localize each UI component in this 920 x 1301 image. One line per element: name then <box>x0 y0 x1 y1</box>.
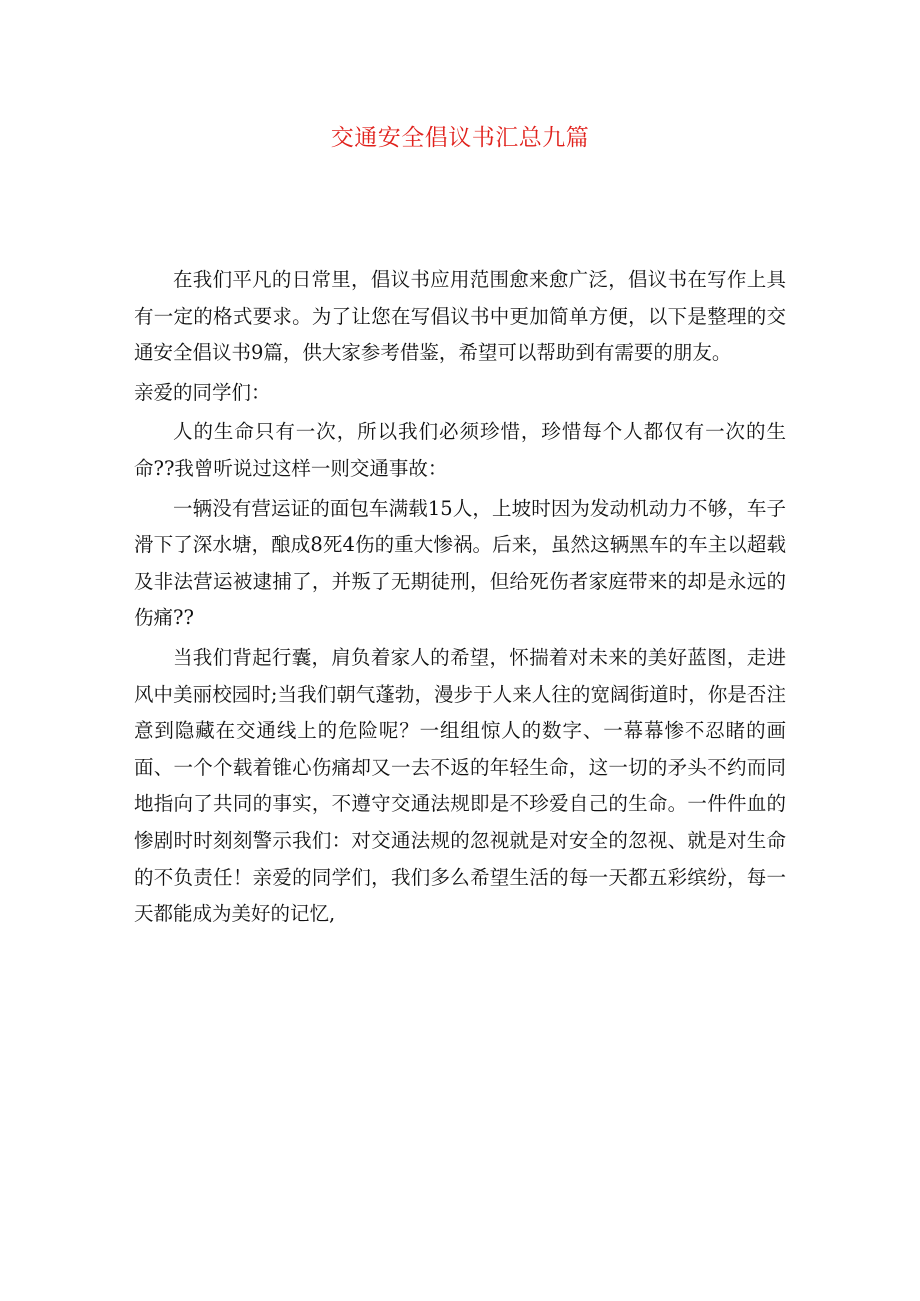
document-title: 交通安全倡议书汇总九篇 <box>330 125 590 151</box>
greeting-line: 亲爱的同学们： <box>134 380 271 404</box>
body-paragraph: 当我们背起行囊，肩负着家人的希望，怀揣着对未来的美好蓝图，走进风中美丽校园时;当我们朝气蓬勃，漫步于人来人往的宽阔街道时，你是否注意到隐藏在交通线上的危险呢？一组组惊人的数字、一幕幕惨不忍睹的画面、一个个载着锥心伤痛却又一去不返的年轻生命，这一切的矛头不约而同地指向了共同的事实，不遵守交通法规即是不珍爱自己的生命。一件件血的惨剧时时刻刻警示我们：对交通法规的忽视就是对安全的忽视、就是对生命的不负责任！亲爱的同学们，我们多么希望生活的每一天都五彩缤纷，每一天都能成为美好的记忆, <box>134 645 786 926</box>
intro-paragraph: 在我们平凡的日常里，倡议书应用范围愈来愈广泛，倡议书在写作上具有一定的格式要求。为了让您在写倡议书中更加简单方便，以下是整理的交通安全倡议书9篇，供大家参考借鉴，希望可以帮助到有需要的朋友。 <box>134 268 786 365</box>
document-body <box>134 262 786 936</box>
body-paragraph: 人的生命只有一次，所以我们必须珍惜，珍惜每个人都仅有一次的生命??我曾听说过这样一则交通事故： <box>134 420 786 480</box>
body-paragraph: 一辆没有营运证的面包车满载15人，上坡时因为发动机动力不够，车子滑下了深水塘，酿成8死4伤的重大惨祸。后来，虽然这辆黑车的车主以超载及非法营运被逮捕了，并叛了无期徒刑，但给死伤者家庭带来的却是永远的伤痛?? <box>134 496 786 630</box>
